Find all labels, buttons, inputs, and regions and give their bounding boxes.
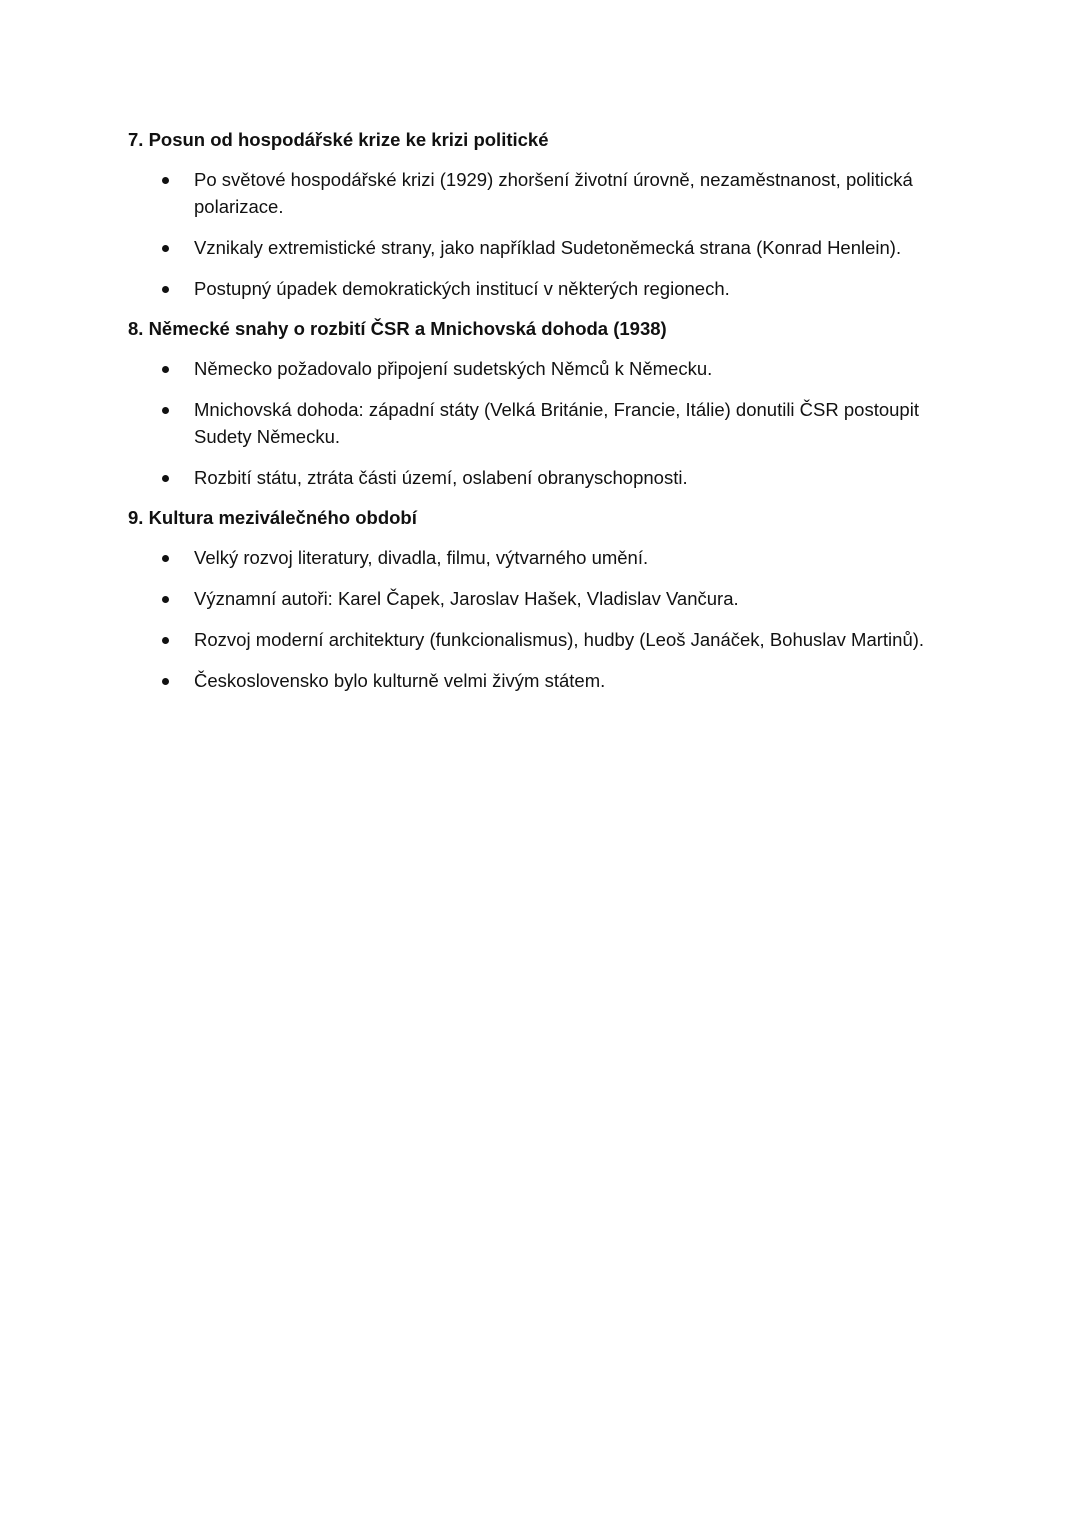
list-item [128, 396, 968, 450]
list-item [128, 355, 968, 382]
list-item-text: Významní autoři: Karel Čapek, Jaroslav Hašek, Vladislav Vančura. [194, 588, 739, 609]
list-item [128, 464, 968, 491]
bullet-list [128, 166, 968, 302]
section-9 [128, 504, 968, 694]
list-item [128, 166, 968, 220]
list-item [128, 234, 968, 261]
bullet-icon [162, 637, 169, 644]
list-item-text: Velký rozvoj literatury, divadla, filmu, výtvarného umění. [194, 547, 649, 568]
list-item-text: Postupný úpadek demokratických institucí v některých regionech. [194, 278, 730, 299]
bullet-icon [162, 596, 169, 603]
bullet-list [128, 355, 968, 491]
bullet-icon [162, 407, 169, 414]
bullet-icon [162, 678, 169, 685]
list-item [128, 585, 968, 612]
list-item-text: Po světové hospodářské krizi (1929) zhoršení životní úrovně, nezaměstnanost, politická polarizace. [194, 169, 913, 217]
list-item-text: Německo požadovalo připojení sudetských Němců k Německu. [194, 358, 713, 379]
section-7 [128, 126, 968, 302]
bullet-icon [162, 555, 169, 562]
section-heading: 7. Posun od hospodářské krize ke krizi politické [128, 129, 549, 150]
bullet-icon [162, 177, 169, 184]
bullet-list [128, 544, 968, 694]
bullet-icon [162, 366, 169, 373]
list-item-text: Vznikaly extremistické strany, jako například Sudetoněmecká strana (Konrad Henlein). [194, 237, 902, 258]
bullet-icon [162, 475, 169, 482]
list-item-text: Rozvoj moderní architektury (funkcionalismus), hudby (Leoš Janáček, Bohuslav Martinů). [194, 629, 925, 650]
document-content [128, 126, 968, 708]
list-item [128, 667, 968, 694]
list-item [128, 275, 968, 302]
section-heading: 9. Kultura meziválečného období [128, 507, 417, 528]
section-heading: 8. Německé snahy o rozbití ČSR a Mnichovská dohoda (1938) [128, 318, 667, 339]
list-item [128, 544, 968, 571]
list-item-text: Mnichovská dohoda: západní státy (Velká Británie, Francie, Itálie) donutili ČSR postoupit Sudety Německu. [194, 399, 919, 447]
list-item-text: Československo bylo kulturně velmi živým státem. [194, 670, 606, 691]
bullet-icon [162, 245, 169, 252]
section-8 [128, 315, 968, 491]
list-item [128, 626, 968, 653]
list-item-text: Rozbití státu, ztráta části území, oslabení obranyschopnosti. [194, 467, 688, 488]
bullet-icon [162, 286, 169, 293]
